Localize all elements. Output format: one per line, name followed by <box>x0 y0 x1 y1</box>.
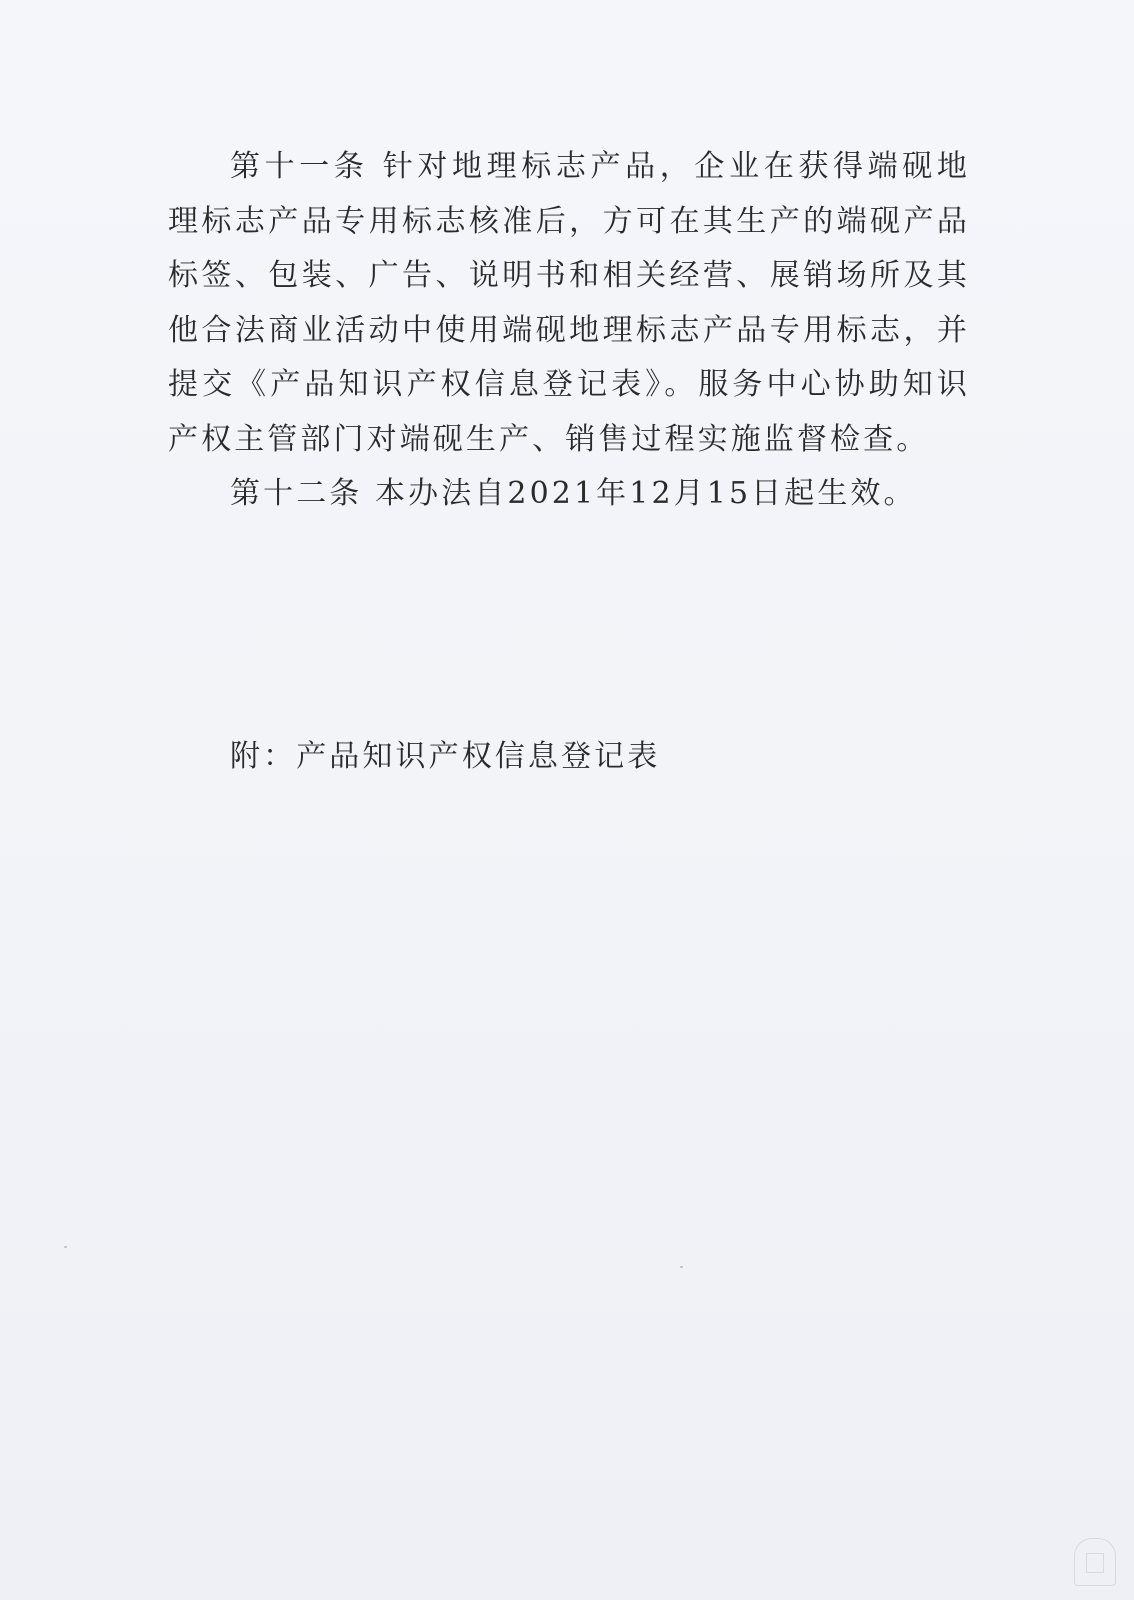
scan-speck <box>680 1266 683 1268</box>
article-11-paragraph: 第十一条 针对地理标志产品，企业在获得端砚地理标志产品专用标志核准后，方可在其生产的端砚产品标签、包装、广告、说明书和相关经营、展销场所及其他合法商业活动中使用端砚地理标志产品专用标志，并提交《产品知识产权信息登记表》。服务中心协助知识产权主管部门对端砚生产、销售过程实施监督检查。 <box>168 149 970 457</box>
corner-watermark-icon <box>1074 1538 1116 1586</box>
scan-speck <box>64 1246 67 1248</box>
article-12-paragraph: 第十二条 本办法自2021年12月15日起生效。 <box>230 476 917 511</box>
attachment-line: 附：产品知识产权信息登记表 <box>230 739 661 774</box>
